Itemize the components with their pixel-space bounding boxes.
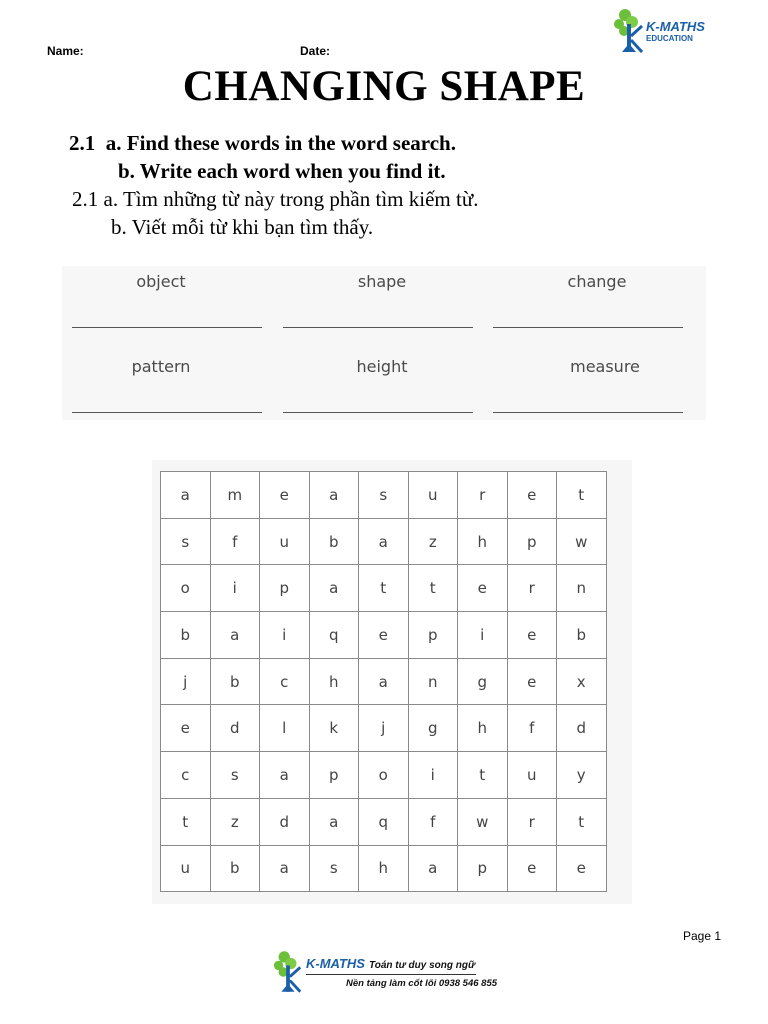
grid-cell[interactable]: a [309,565,359,612]
grid-cell[interactable]: u [408,472,458,519]
grid-cell[interactable]: n [557,565,607,612]
logo-brand-text: K-MATHS [646,18,705,34]
grid-cell[interactable]: b [557,612,607,659]
grid-cell[interactable]: i [408,752,458,799]
logo-sub-text: EDUCATION [646,33,693,43]
word-item: pattern [131,357,191,376]
grid-cell[interactable]: r [507,565,557,612]
grid-cell[interactable]: a [359,658,409,705]
word-item: change [567,272,627,291]
grid-cell[interactable]: t [408,565,458,612]
grid-cell[interactable]: w [458,798,508,845]
grid-cell[interactable]: e [161,705,211,752]
grid-cell[interactable]: t [458,752,508,799]
word-search-grid [160,471,607,892]
word-item: measure [570,357,640,376]
grid-cell[interactable]: z [408,518,458,565]
grid-cell[interactable]: e [507,612,557,659]
tree-logo-icon [612,6,646,56]
grid-cell[interactable]: a [210,612,260,659]
grid-cell[interactable]: h [458,518,508,565]
answer-line[interactable] [283,412,473,413]
footer-divider [306,974,476,975]
answer-line[interactable] [493,412,683,413]
grid-cell[interactable]: e [507,845,557,892]
grid-cell[interactable]: y [557,752,607,799]
grid-cell[interactable]: h [309,658,359,705]
grid-cell[interactable]: x [557,658,607,705]
page-title: CHANGING SHAPE [182,63,586,110]
grid-cell[interactable]: a [309,798,359,845]
grid-row [161,798,607,845]
grid-cell[interactable]: a [260,752,310,799]
grid-cell[interactable]: z [210,798,260,845]
instruction-en-a [69,131,456,156]
footer-tagline: Toán tư duy song ngữ [368,959,476,971]
footer-subline: Nền tảng làm cốt lõi 0938 546 855 [346,977,498,989]
answer-line[interactable] [493,327,683,328]
grid-cell[interactable]: p [408,612,458,659]
grid-cell[interactable]: t [557,472,607,519]
grid-cell[interactable]: e [507,472,557,519]
grid-cell[interactable]: u [260,518,310,565]
grid-row [161,752,607,799]
grid-cell[interactable]: a [309,472,359,519]
grid-cell[interactable]: n [408,658,458,705]
grid-cell[interactable]: p [309,752,359,799]
word-item: object [136,272,186,291]
grid-cell[interactable]: r [507,798,557,845]
grid-cell[interactable]: f [408,798,458,845]
grid-cell[interactable]: t [557,798,607,845]
footer-brand-text: K-MATHS [306,955,365,971]
grid-cell[interactable]: d [557,705,607,752]
grid-cell[interactable]: u [507,752,557,799]
grid-cell[interactable]: k [309,705,359,752]
grid-cell[interactable]: h [359,845,409,892]
grid-cell[interactable]: f [210,518,260,565]
grid-cell[interactable]: d [210,705,260,752]
grid-cell[interactable]: e [359,612,409,659]
grid-row [161,472,607,519]
grid-row [161,565,607,612]
grid-row [161,705,607,752]
grid-cell[interactable]: w [557,518,607,565]
grid-cell[interactable]: e [458,565,508,612]
grid-cell[interactable]: t [161,798,211,845]
grid-cell[interactable]: e [260,472,310,519]
grid-cell[interactable]: l [260,705,310,752]
grid-row [161,845,607,892]
grid-cell[interactable]: h [458,705,508,752]
grid-row [161,518,607,565]
instruction-vi-b: b. Viết mỗi từ khi bạn tìm thấy. [111,215,374,239]
grid-cell[interactable]: s [359,472,409,519]
grid-cell[interactable]: c [161,752,211,799]
answer-line[interactable] [72,412,262,413]
instruction-number: 2.1 [69,131,96,155]
grid-cell[interactable]: b [210,845,260,892]
tree-logo-icon [272,948,304,996]
grid-cell[interactable]: q [359,798,409,845]
answer-line[interactable] [72,327,262,328]
grid-cell[interactable]: q [309,612,359,659]
grid-cell[interactable]: u [161,845,211,892]
grid-cell[interactable]: s [161,518,211,565]
grid-cell[interactable]: f [507,705,557,752]
date-label: Date: [300,44,331,58]
kmaths-logo-top [612,6,705,56]
instruction-en-a-text: a. Find these words in the word search. [105,131,456,155]
instruction-vi-a: 2.1 a. Tìm những từ này trong phần tìm kiếm từ. [72,187,479,211]
grid-cell[interactable]: e [507,658,557,705]
name-label: Name: [47,44,84,58]
grid-cell[interactable]: a [359,518,409,565]
grid-cell[interactable]: t [359,565,409,612]
grid-cell[interactable]: o [359,752,409,799]
word-item: height [356,357,408,376]
grid-cell[interactable]: j [359,705,409,752]
grid-cell[interactable]: r [458,472,508,519]
grid-cell[interactable]: p [260,565,310,612]
grid-cell[interactable]: b [210,658,260,705]
grid-cell[interactable]: b [309,518,359,565]
grid-cell[interactable]: m [210,472,260,519]
grid-cell[interactable]: c [260,658,310,705]
grid-cell[interactable]: i [458,612,508,659]
grid-cell[interactable]: p [458,845,508,892]
grid-cell[interactable]: d [260,798,310,845]
grid-cell[interactable]: a [408,845,458,892]
grid-cell[interactable]: g [408,705,458,752]
grid-cell[interactable]: j [161,658,211,705]
instruction-en-b: b. Write each word when you find it. [118,159,446,183]
page-number: Page 1 [683,929,722,943]
kmaths-logo-footer [272,948,497,996]
grid-cell[interactable]: p [507,518,557,565]
grid-cell[interactable]: i [210,565,260,612]
grid-cell[interactable]: b [161,612,211,659]
grid-cell[interactable]: s [309,845,359,892]
grid-cell[interactable]: a [161,472,211,519]
word-item: shape [357,272,407,291]
grid-cell[interactable]: s [210,752,260,799]
grid-cell[interactable]: i [260,612,310,659]
word-list-box [62,266,706,420]
grid-cell[interactable]: a [260,845,310,892]
grid-cell[interactable]: e [557,845,607,892]
answer-line[interactable] [283,327,473,328]
grid-cell[interactable]: g [458,658,508,705]
grid-row [161,658,607,705]
grid-cell[interactable]: o [161,565,211,612]
grid-row [161,612,607,659]
